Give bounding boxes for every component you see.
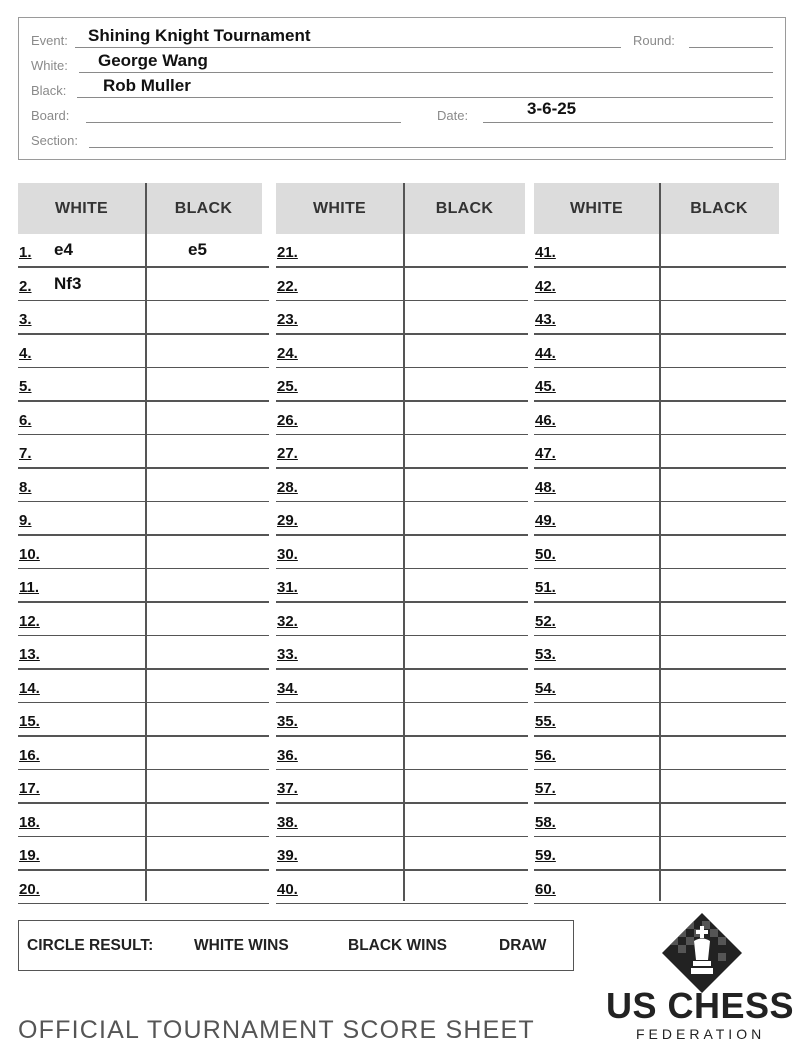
move-row-line [18, 434, 269, 436]
move-number: 46. [535, 411, 556, 429]
move-number: 6. [19, 411, 32, 429]
black-player-value: Rob Muller [103, 76, 191, 95]
move-row-line [276, 434, 528, 436]
move-number: 52. [535, 612, 556, 630]
move-row-line [276, 903, 528, 905]
move-number: 3. [19, 311, 32, 328]
round-field[interactable] [689, 47, 773, 48]
move-row-line [276, 568, 528, 570]
move-number: 4. [19, 344, 32, 362]
date-value: 3-6-25 [527, 99, 577, 118]
move-number: 53. [535, 646, 556, 663]
column-header-white-3: WHITE [534, 183, 659, 234]
move-row-line [534, 534, 786, 536]
result-box [18, 920, 574, 971]
move-number: 10. [19, 545, 40, 563]
logo-subtitle: FEDERATION [636, 1026, 766, 1042]
move-row-line [18, 367, 269, 369]
move-number: 12. [19, 612, 40, 630]
move-row-line [534, 467, 786, 469]
move-number: 51. [535, 579, 556, 596]
move-number: 47. [535, 445, 556, 462]
white-player-value: George Wang [98, 51, 208, 70]
move-row-line [276, 367, 528, 369]
move-number: 55. [535, 713, 556, 730]
white-move-cell[interactable]: e4 [54, 240, 73, 259]
section-field[interactable] [89, 147, 773, 148]
column-header-black-3: BLACK [659, 183, 779, 234]
move-number: 60. [535, 880, 556, 898]
date-label: Date: [437, 108, 469, 123]
move-row-line [18, 266, 269, 268]
column-divider [145, 183, 147, 901]
move-number: 37. [277, 780, 298, 797]
move-number: 19. [19, 847, 40, 864]
move-number: 58. [535, 813, 556, 831]
event-row [31, 28, 771, 48]
move-row-line [534, 501, 786, 503]
move-row-line [18, 802, 269, 804]
move-row-line [534, 434, 786, 436]
move-row-line [276, 501, 528, 503]
move-row-line [18, 735, 269, 737]
move-row-line [276, 333, 528, 335]
move-number: 50. [535, 545, 556, 563]
move-number: 35. [277, 713, 298, 730]
move-number: 57. [535, 780, 556, 797]
move-row-line [534, 333, 786, 335]
move-row-line [276, 534, 528, 536]
move-row-line [534, 400, 786, 402]
column-header-white-2: WHITE [276, 183, 403, 234]
move-row-line [18, 534, 269, 536]
move-row-line [18, 702, 269, 704]
move-row-line [534, 735, 786, 737]
board-field[interactable] [86, 122, 401, 123]
date-field[interactable] [483, 122, 773, 123]
white-move-cell[interactable]: Nf3 [54, 273, 82, 293]
black-move-cell[interactable]: e5 [188, 240, 207, 259]
move-number: 11. [19, 579, 40, 596]
move-number: 48. [535, 478, 556, 496]
logo-name: US CHESS [606, 985, 795, 1026]
move-row-line [18, 568, 269, 570]
move-row-line [18, 501, 269, 503]
round-label: Round: [633, 33, 675, 48]
move-row-line [18, 467, 269, 469]
move-row-line [534, 836, 786, 838]
game-info-box [18, 17, 786, 160]
move-number: 31. [277, 579, 298, 596]
event-field[interactable] [75, 47, 621, 48]
move-row-line [534, 702, 786, 704]
black-label: Black: [31, 83, 67, 98]
move-row-line [276, 400, 528, 402]
move-row-line [18, 601, 269, 603]
move-row-line [276, 668, 528, 670]
board-label: Board: [31, 108, 70, 123]
move-number: 56. [535, 746, 556, 764]
move-row-line [18, 869, 269, 871]
move-row-line [276, 802, 528, 804]
move-row-line [534, 802, 786, 804]
move-number: 13. [19, 646, 40, 663]
move-number: 27. [277, 445, 298, 462]
move-row-line [276, 300, 528, 302]
move-row-line [534, 769, 786, 771]
move-row-line [18, 836, 269, 838]
move-number: 33. [277, 646, 298, 663]
move-number: 38. [277, 813, 298, 831]
black-player-field[interactable] [77, 97, 773, 98]
move-row-line [18, 635, 269, 637]
move-row-line [18, 400, 269, 402]
move-number: 24. [277, 344, 298, 362]
move-number: 22. [277, 277, 298, 295]
sheet-title: OFFICIAL TOURNAMENT SCORE SHEET [18, 1016, 535, 1044]
move-number: 1. [19, 244, 32, 261]
move-number: 40. [277, 880, 298, 898]
move-row-line [18, 769, 269, 771]
move-number: 29. [277, 512, 298, 529]
chess-king-diamond-icon [661, 912, 743, 994]
white-row [31, 53, 771, 73]
move-row-line [534, 266, 786, 268]
move-number: 21. [277, 244, 298, 261]
move-row-line [534, 300, 786, 302]
move-row-line [534, 635, 786, 637]
move-number: 30. [277, 545, 298, 563]
move-row-line [534, 903, 786, 905]
move-row-line [534, 568, 786, 570]
move-row-line [276, 869, 528, 871]
move-row-line [276, 266, 528, 268]
move-number: 43. [535, 311, 556, 328]
move-row-line [276, 735, 528, 737]
move-number: 25. [277, 378, 298, 395]
move-number: 26. [277, 411, 298, 429]
move-row-line [276, 467, 528, 469]
move-number: 36. [277, 746, 298, 764]
move-row-line [18, 668, 269, 670]
move-number: 42. [535, 277, 556, 295]
column-header-black-2: BLACK [404, 183, 525, 234]
move-row-line [276, 601, 528, 603]
move-number: 14. [19, 679, 40, 697]
move-number: 8. [19, 478, 32, 496]
section-row [31, 128, 771, 148]
move-row-line [276, 836, 528, 838]
column-header-black-1: BLACK [145, 183, 262, 234]
move-number: 54. [535, 679, 556, 697]
move-row-line [276, 769, 528, 771]
move-number: 9. [19, 512, 32, 529]
move-row-line [18, 903, 269, 905]
move-row-line [534, 668, 786, 670]
column-header-white-1: WHITE [18, 183, 145, 234]
move-number: 15. [19, 713, 40, 730]
result-label: CIRCLE RESULT: [27, 937, 154, 954]
event-label: Event: [31, 33, 68, 48]
move-row-line [18, 333, 269, 335]
move-row-line [534, 367, 786, 369]
board-row [31, 99, 771, 123]
black-wins-option[interactable]: BLACK WINS [348, 937, 448, 954]
move-number: 34. [277, 679, 298, 697]
move-number: 39. [277, 847, 298, 864]
white-player-field[interactable] [79, 72, 773, 73]
move-row-line [534, 869, 786, 871]
move-number: 49. [535, 512, 556, 529]
move-number: 7. [19, 445, 32, 462]
white-label: White: [31, 58, 68, 73]
move-row-line [276, 702, 528, 704]
move-row-line [18, 300, 269, 302]
move-number: 16. [19, 746, 40, 764]
move-number: 32. [277, 612, 298, 630]
move-number: 18. [19, 813, 40, 831]
move-number: 2. [19, 277, 32, 295]
move-number: 41. [535, 244, 556, 261]
move-number: 44. [535, 344, 556, 362]
move-number: 59. [535, 847, 556, 864]
column-divider [659, 183, 661, 901]
column-divider [403, 183, 405, 901]
move-number: 17. [19, 780, 40, 797]
move-row-line [534, 601, 786, 603]
move-number: 5. [19, 378, 32, 395]
move-number: 23. [277, 311, 298, 328]
move-number: 45. [535, 378, 556, 395]
draw-option[interactable]: DRAW [499, 937, 547, 954]
move-number: 20. [19, 880, 40, 898]
move-row-line [276, 635, 528, 637]
white-wins-option[interactable]: WHITE WINS [194, 937, 289, 954]
move-grid [18, 183, 786, 901]
section-label: Section: [31, 133, 78, 148]
move-number: 28. [277, 478, 298, 496]
event-value: Shining Knight Tournament [88, 26, 311, 45]
black-row [31, 78, 771, 98]
